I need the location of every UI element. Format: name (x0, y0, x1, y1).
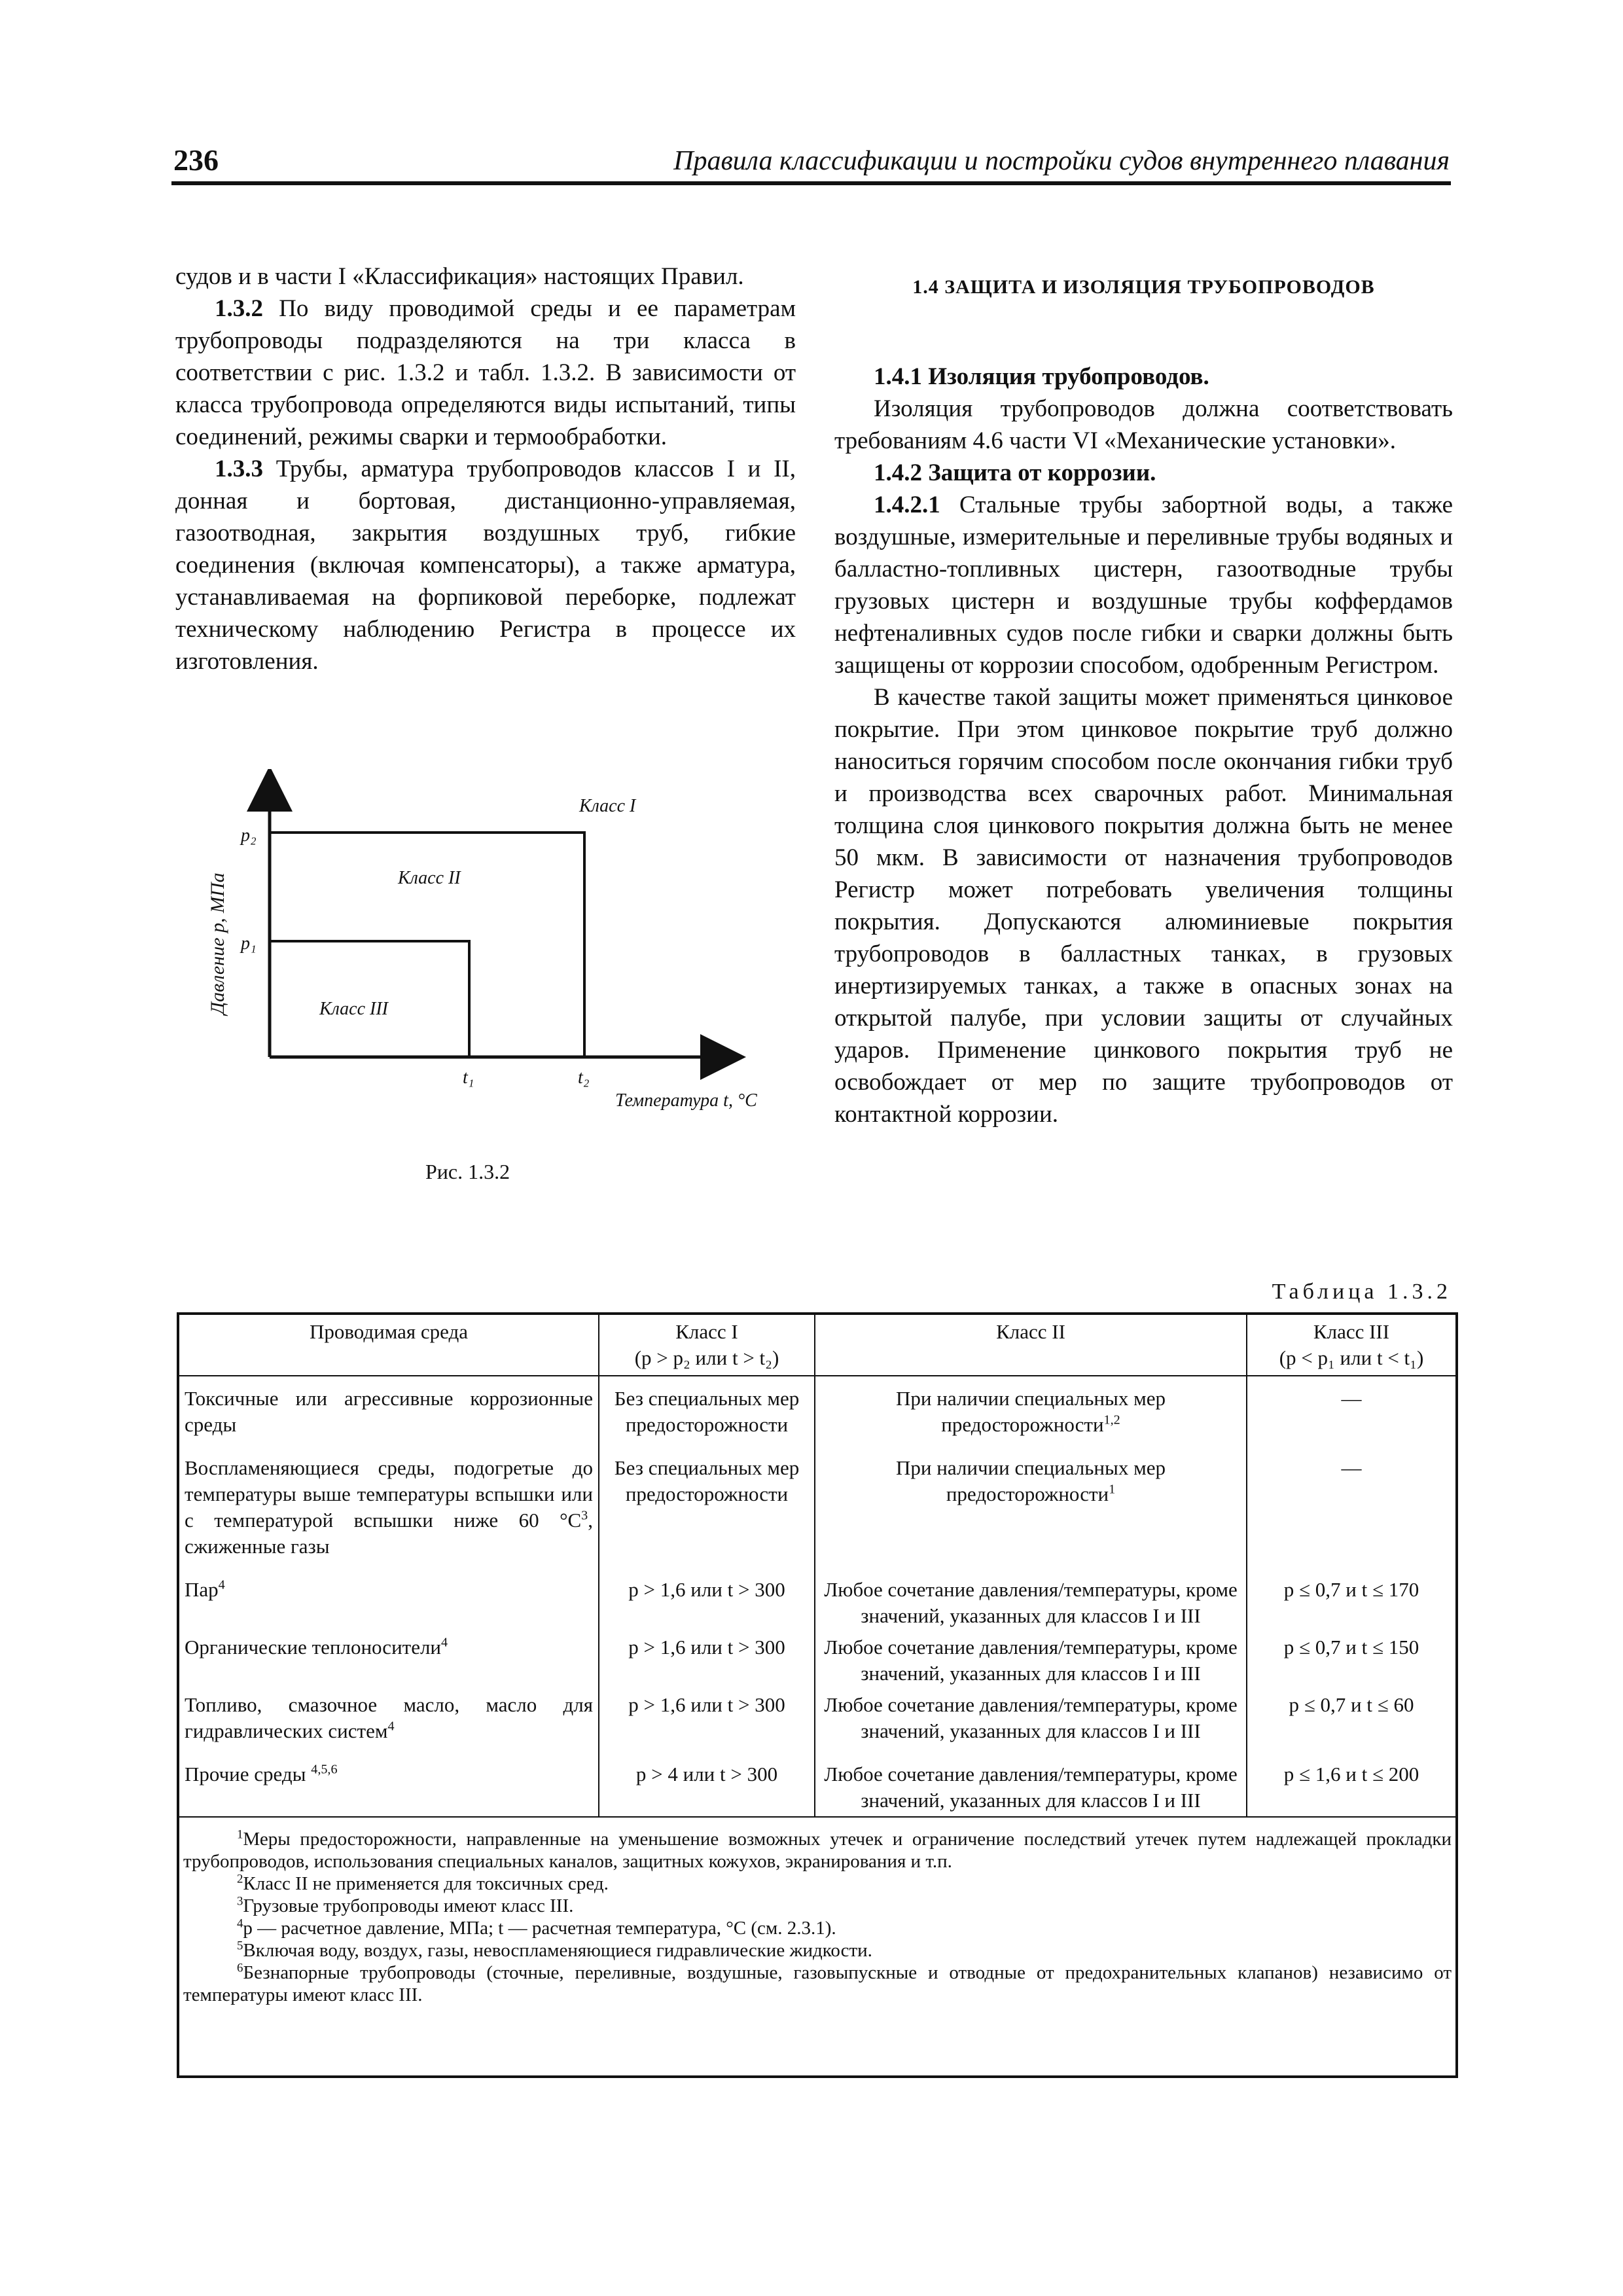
cell-class-1: p > 1,6 или t > 300 (599, 1689, 815, 1747)
cell-medium: Топливо, смазочное масло, масло для гидравлических систем$^4$ (179, 1689, 599, 1747)
header-medium: Проводимая среда (179, 1315, 599, 1376)
cell-medium: Органические теплоносители$^4$ (179, 1632, 599, 1689)
footnote: $^4$p — расчетное давление, МПа; t — расчетная температура, °С (см. 2.3.1). (237, 1916, 836, 1939)
table-row (179, 1689, 1455, 1747)
paragraph-1-4-2-1 (834, 489, 1453, 681)
table-row (179, 1376, 1455, 1441)
cell-class-3: p ≤ 0,7 и t ≤ 170 (1247, 1562, 1455, 1632)
cell-class-3: p ≤ 1,6 и t ≤ 200 (1247, 1747, 1455, 1816)
table-row (179, 1441, 1455, 1562)
t2-label: t₂ (578, 1067, 590, 1088)
clause-number: 1.3.3 (215, 456, 263, 482)
section-title: 1.4 ЗАЩИТА И ИЗОЛЯЦИЯ ТРУБОПРОВОДОВ (912, 276, 1375, 298)
class-3-label: Класс III (319, 999, 388, 1019)
paragraph-1-3-2 (175, 293, 796, 453)
clause-text: Стальные трубы забортной воды, а также воздушные, измерительные и переливные трубы водяных и балластно-топливных цистерн, газоотводные трубы грузовых цистерн и воздушные трубы коффердамов нефтеналивных судов после гибки и сварки должны быть защищены от коррозии способом, одобренным Регистром. (834, 492, 1453, 679)
cell-medium: Воспламеняющиеся среды, подогретые до температуры выше температуры вспышки или с температурой вспышки ниже 60 $^\circ С^3$, сжиженные газы (179, 1441, 599, 1562)
cell-class-1: Без специальных мер предосторожности (599, 1441, 815, 1562)
footnote: $^6$Безнапорные трубопроводы (сточные, переливные, воздушные, газовыпускные и отводные от предохранительных клапанов) независимо от температуры имеют класс III. (183, 1961, 1452, 2005)
clause-number: 1.3.2 (215, 295, 263, 322)
cell-class-3: — (1247, 1441, 1455, 1562)
cell-class-1: p > 1,6 или t > 300 (599, 1562, 815, 1632)
cell-class-2: При наличии специальных мер предосторожности$^1$ (815, 1441, 1247, 1562)
cell-class-3: — (1247, 1376, 1455, 1441)
cell-medium: Пар$^4$ (179, 1562, 599, 1632)
cell-class-2: Любое сочетание давления/температуры, кроме значений, указанных для классов I и III (815, 1747, 1247, 1816)
footnote: $^1$Меры предосторожности, направленные на уменьшение возможных утечек и ограничение последствий утечек путем надлежащей прокладки трубопроводов, использования специальных каналов, защитных кожухов, экранирования и т.п. (183, 1827, 1452, 1872)
cell-medium: Прочие среды $^{4,5,6}$ (179, 1747, 599, 1816)
table-1-3-2 (177, 1312, 1458, 2078)
p1-label: p₁ (241, 933, 257, 954)
y-axis-label: Давление p, МПа (207, 872, 228, 1014)
paragraph-continuation: судов и в части I «Классификация» настоящих Правил. (175, 263, 744, 290)
t1-label: t₁ (463, 1067, 474, 1088)
x-axis-label: Температура t, °C (615, 1090, 757, 1111)
class-2-label: Класс II (398, 868, 461, 888)
cell-medium: Токсичные или агрессивные коррозионные среды (179, 1376, 599, 1441)
figure-caption: Рис. 1.3.2 (425, 1160, 510, 1183)
cell-class-3: p ≤ 0,7 и t ≤ 60 (1247, 1689, 1455, 1747)
cell-class-3: p ≤ 0,7 и t ≤ 150 (1247, 1632, 1455, 1689)
page-number: 236 (173, 143, 219, 177)
class-1-label: Класс I (579, 796, 636, 816)
header-class-1: Класс I (p > p₂ или t > t₂) (599, 1315, 815, 1376)
right-column (834, 260, 1453, 1130)
table-footnotes (179, 1816, 1455, 2013)
p2-label: p₂ (241, 825, 257, 846)
figure-pipeline-classes (190, 769, 798, 1188)
cell-class-2: Любое сочетание давления/температуры, кроме значений, указанных для классов I и III (815, 1689, 1247, 1747)
cell-class-2: Любое сочетание давления/температуры, кроме значений, указанных для классов I и III (815, 1562, 1247, 1632)
clause-number: 1.4.2.1 (874, 492, 940, 518)
header-class-2: Класс II (815, 1315, 1247, 1376)
cell-class-1: Без специальных мер предосторожности (599, 1376, 815, 1441)
heading-1-4-2: 1.4.2 Защита от коррозии. (874, 459, 1156, 486)
header-rule (171, 181, 1451, 185)
table-row (179, 1562, 1455, 1632)
class-2-boundary (270, 833, 584, 1057)
footnote: $^3$Грузовые трубопроводы имеют класс III. (237, 1894, 574, 1916)
heading-1-4-1: 1.4.1 Изоляция трубопроводов. (874, 363, 1209, 390)
header-class-3: Класс III (p < p₁ или t < t₁) (1247, 1315, 1455, 1376)
classes-table (179, 1315, 1455, 1816)
clause-text: По виду проводимой среды и ее параметрам трубопроводы подразделяются на три класса в соответствии с рис. 1.3.2 и табл. 1.3.2. В зависимости от класса трубопровода определяются виды испытаний, типы соединений, режимы сварки и термообработки. (175, 295, 796, 450)
paragraph-1-4-1: Изоляция трубопроводов должна соответствовать требованиям 4.6 части VI «Механические установки». (834, 395, 1453, 454)
footnote: $^5$Включая воду, воздух, газы, невоспламеняющиеся гидравлические жидкости. (237, 1939, 872, 1961)
table-row (179, 1747, 1455, 1816)
table-label: Таблица 1.3.2 (1272, 1280, 1452, 1304)
paragraph-1-3-3 (175, 453, 796, 677)
paragraph-zinc-coating: В качестве такой защиты может применяться цинковое покрытие. При этом цинковое покрытие труб должно наноситься горячим способом после окончания гибки труб и производства всех сварочных работ. Минимальная толщина слоя цинкового покрытия должна быть не менее 50 мкм. В зависимости от назначения трубопроводов Регистр может потребовать увеличения толщины покрытия. Допускаются алюминиевые покрытия трубопроводов в балластных танках, в грузовых инертизируемых танках, а также в опасных зонах на открытой палубе, при условии защиты от случайных ударов. Применение цинкового покрытия труб не освобождает от мер по защите трубопроводов от контактной коррозии. (834, 684, 1453, 1128)
cell-class-2: Любое сочетание давления/температуры, кроме значений, указанных для классов I и III (815, 1632, 1247, 1689)
cell-class-1: p > 1,6 или t > 300 (599, 1632, 815, 1689)
running-title: Правила классификации и постройки судов внутреннего плавания (673, 146, 1450, 176)
table-header-row (179, 1315, 1455, 1376)
cell-class-1: p > 4 или t > 300 (599, 1747, 815, 1816)
footnote: $^2$Класс II не применяется для токсичных сред. (237, 1872, 609, 1894)
table-row (179, 1632, 1455, 1689)
left-column (175, 260, 796, 677)
clause-text: Трубы, арматура трубопроводов классов I и II, донная и бортовая, дистанционно-управляемая, газоотводная, закрытия воздушных труб, гибкие соединения (включая компенсаторы), а также арматура, устанавливаемая на форпиковой переборке, подлежат техническому наблюдению Регистра в процессе их изготовления. (175, 456, 796, 675)
cell-class-2: При наличии специальных мер предосторожности$^{1,2}$ (815, 1376, 1247, 1441)
